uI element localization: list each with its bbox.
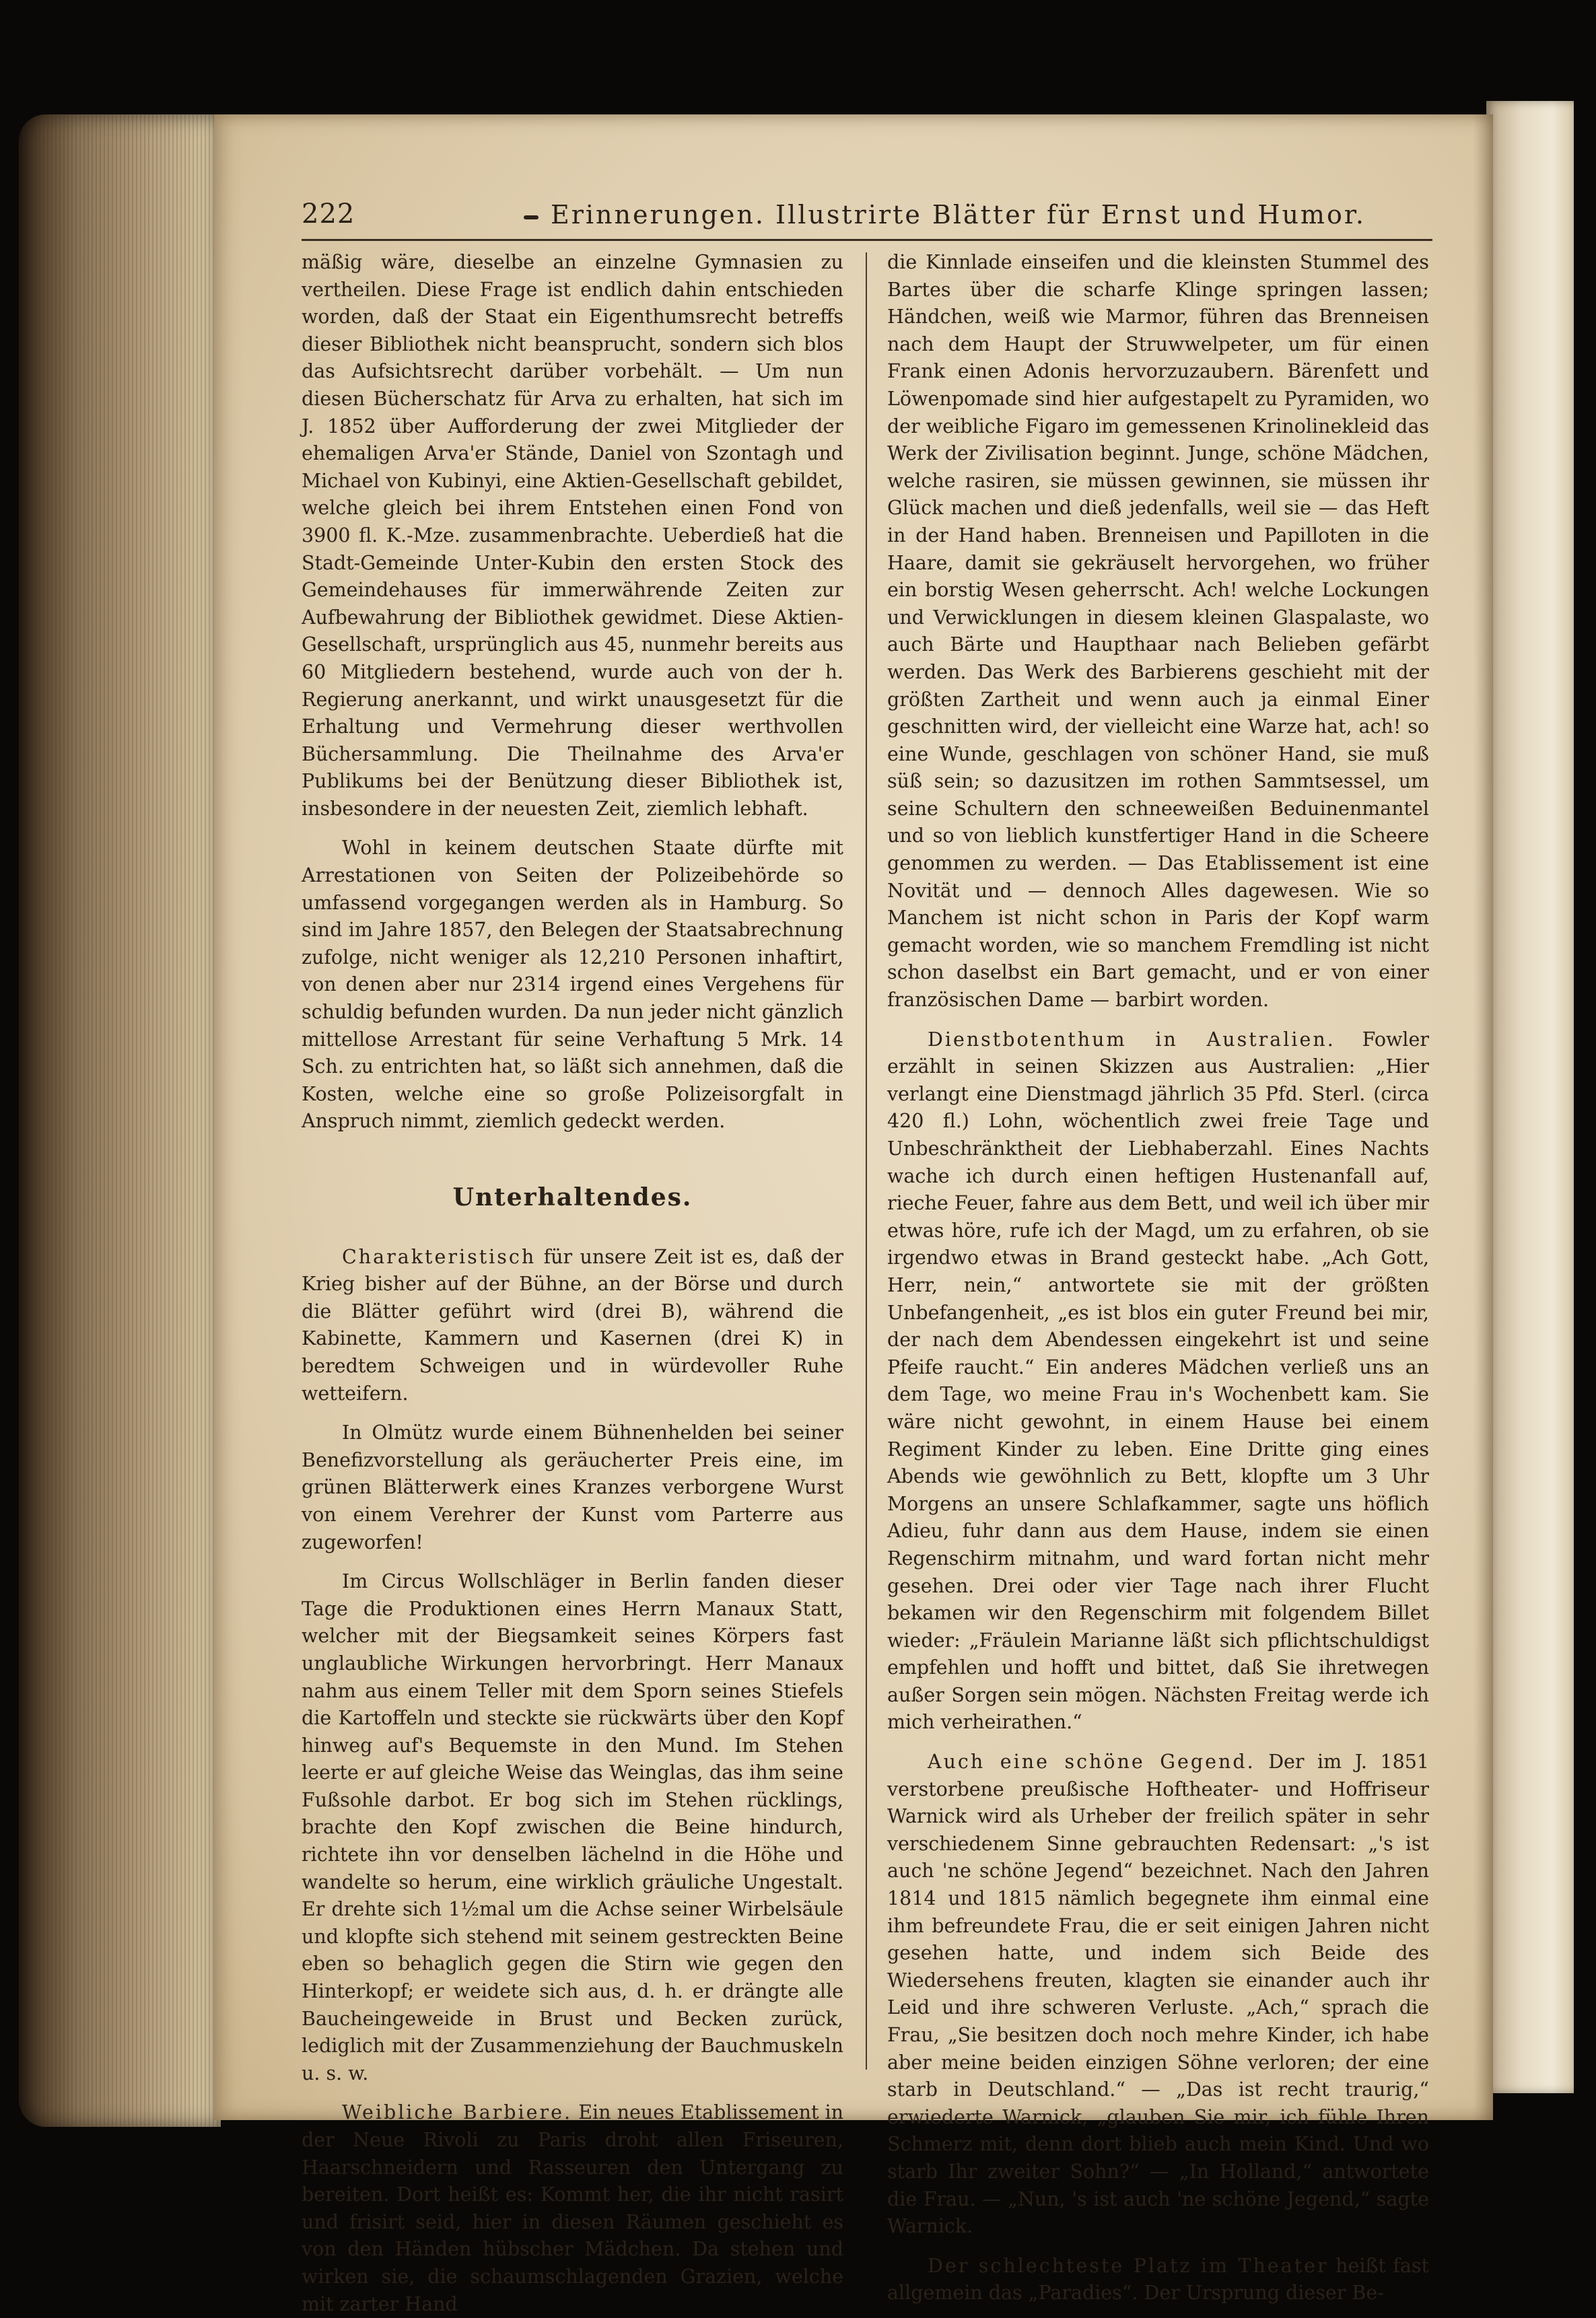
header-rule <box>302 239 1432 241</box>
paragraph-lead: Dienstbotenthum in Australien. <box>928 1028 1335 1051</box>
book-page-edges-right <box>1486 101 1574 2093</box>
paragraph-lead: Weibliche Barbiere. <box>342 2101 573 2124</box>
book-page <box>214 114 1493 2315</box>
paragraph-body: heißt fast allgemein das „Paradies“. Der Ursprung dieser Be- <box>887 2254 1429 2305</box>
running-header <box>302 192 1432 239</box>
running-title: Erinnerungen. Illustrirte Blätter für Ernst und Humor. <box>551 200 1366 230</box>
paragraph-lead: Charakteristisch <box>342 1245 536 1268</box>
header-title-wrap <box>524 200 1466 230</box>
paragraph-australia <box>887 1026 1429 1736</box>
paragraph-characteristic <box>302 1244 843 1408</box>
ornament-dash-icon <box>524 215 539 219</box>
paragraph-body: Der im J. 1851 verstorbene preußische Hoftheater- und Hoffriseur Warnick wird als Urheber der freilich später in sehr verschiedenem Sinne gebrauchten Redensart: „'s ist auch 'ne schöne Jegend“ bezeichnet. Nach den Jahren 1814 und 1815 nämlich begegnete ihm einmal eine ihm befreundete Frau, die er seit einigen Jahren nicht gesehen hatte, und indem sich Beide des Wiedersehens freuten, klagten sie einander auch ihr Leid und ihre schweren Verluste. „Ach,“ sprach die Frau, „Sie besitzen doch noch mehre Kinder, ich habe aber meine beiden einzigen Söhne verloren; der eine starb in Deutschland.“ — „Das ist recht traurig,“ erwiederte Warnick, „glauben Sie mir, ich fühle Ihren Schmerz mit, denn dort blieb auch mein Kind. Und wo starb Ihr zweiter Sohn?“ — „In Holland,“ antwortete die Frau. — „Nun, 's ist auch 'ne schöne Jegend,“ sagte Warnick. <box>887 1751 1429 2238</box>
paragraph-olmuetz: In Olmütz wurde einem Bühnenhelden bei seiner Benefizvorstellung als geräucherter Preis eine, im grünen Blätterwerk eines Kranzes verborgene Wurst von einem Verehrer der Kunst vom Parterre aus zugeworfen! <box>302 1421 843 1553</box>
paragraph-library: mäßig wäre, dieselbe an einzelne Gymnasien zu vertheilen. Diese Frage ist endlich dahin entschieden worden, daß der Staat ein Eigenthumsrecht betreffs dieser Bibliothek nicht beansprucht, sondern sich blos das Aufsichtsrecht darüber vorbehält. — Um nun diesen Bücherschatz für Arva zu erhalten, hat sich im J. 1852 über Aufforderung der zwei Mitglieder der ehemaligen Arva'er Stände, Daniel von Szontagh und Michael von Kubinyi, eine Aktien-Gesellschaft gebildet, welche gleich bei ihrem Entstehen einen Fond von 3900 fl. K.-Mze. zusammenbrachte. Ueberdieß hat die Stadt-Gemeinde Unter-Kubin den ersten Stock des Gemeindehauses für immerwährende Zeiten zur Aufbewahrung der Bibliothek gewidmet. Diese Aktien-Gesellschaft, ursprünglich aus 45, nunmehr bereits aus 60 Mitgliedern bestehend, wurde auch von der h. Regierung anerkannt, und wirkt unausgesetzt für die Erhaltung und Vermehrung dieser werthvollen Büchersammlung. Die Theilnahme des Arva'er Publikums bei der Benützung dieser Bibliothek ist, insbesondere in der neuesten Zeit, ziemlich lebhaft. <box>302 251 843 820</box>
paragraph-body: Fowler erzählt in seinen Skizzen aus Australien: „Hier verlangt eine Dienstmagd jährlich 35 Pfd. Sterl. (circa 420 fl.) Lohn, wöchentlich zwei freie Tage und Unbeschränktheit der Liebhaberzahl. Eines Nachts wache ich durch einen heftigen Hustenanfall auf, rieche Feuer, fahre aus dem Bett, und weil ich über mir etwas höre, rufe ich der Magd, um zu erfahren, ob sie irgendwo etwas in Brand gesteckt habe. „Ach Gott, Herr, nein,“ antwortete sie mit der größten Unbefangenheit, „es ist blos ein guter Freund bei mir, der nach dem Abendessen eingekehrt ist und seine Pfeife raucht.“ Ein anderes Mädchen verließ uns an dem Tage, wo meine Frau in's Wochenbett kam. Sie wäre nicht gewohnt, in einem Hause bei einem Regiment Kinder zu leben. Eine Dritte ging eines Abends wie gewöhnlich zu Bett, klopfte um 3 Uhr Morgens an unsere Schlafkammer, sagte uns höflich Adieu, fuhr dann aus dem Hause, indem sie einen Regenschirm mitnahm, und ward fortan nicht mehr gesehen. Drei oder vier Tage nach ihrer Flucht bekamen wir den Regenschirm mit folgendem Billet wieder: „Fräulein Marianne läßt sich pflichtschuldigst empfehlen und hofft und bittet, daß Sie ihretwegen außer Sorgen sein mögen. Nächsten Freitag werde ich mich verheirathen.“ <box>887 1028 1429 1734</box>
paragraph-barbers-continued: die Kinnlade einseifen und die kleinsten Stummel des Bartes über die scharfe Klinge springen lassen; Händchen, weiß wie Marmor, führen das Brenneisen nach dem Haupt der Struwwelpeter, um für einen Frank einen Adonis hervorzuzaubern. Bärenfett und Löwenpomade sind hier aufgestapelt zu Pyramiden, wo der weibliche Figaro im gemessenen Krinolinekleid das Werk der Zivilisation beginnt. Junge, schöne Mädchen, welche rasiren, sie müssen gewinnen, sie müssen ihr Glück machen und dieß jedenfalls, weil sie — das Heft in der Hand haben. Brenneisen und Papilloten in die Haare, damit sie gekräuselt hervorgehen, wo früher ein borstig Wesen geherrscht. Ach! welche Lockungen und Verwicklungen in diesem kleinen Glaspalaste, wo auch Bärte und Haupthaar nach Belieben gefärbt werden. Das Werk des Barbierens geschieht mit der größten Zartheit und wenn auch ja einmal Einer geschnitten wird, der vielleicht eine Warze hat, ach! so eine Wunde, geschlagen von schöner Hand, sie muß süß sein; so dazusitzen im rothen Sammtsessel, um seine Schultern den schneeweißen Beduinenmantel und so von lieblich kunstfertiger Hand in die Scheere genommen zu werden. — Das Etablissement ist eine Novität und — dennoch Alles dagewesen. Wie so Manchem ist nicht schon in Paris der Kopf warm gemacht worden, wie so manchem Fremdling ist nicht schon daselbst ein Bart gemacht, und er von einer französischen Dame — barbirt worden. <box>887 251 1429 1012</box>
paragraph-circus: Im Circus Wollschläger in Berlin fanden dieser Tage die Produktionen eines Herrn Manaux Statt, welcher mit der Biegsamkeit seines Körpers fast unglaubliche Wirkungen hervorbringt. Herr Manaux nahm aus einem Teller mit dem Sporn seines Stiefels die Kartoffeln und steckte sie rückwärts über den Kopf hinweg auf's Bequemste in den Mund. Im Stehen leerte er auf gleiche Weise das Weinglas, das ihm seine Fußsohle darbot. Er bog sich im Stehen rücklings, brachte den Kopf zwischen die Beine hindurch, richtete ihn vor denselben lächelnd in die Höhe und wandelte so herum, eine wirklich gräuliche Ungestalt. Er drehte sich 1½mal um die Achse seiner Wirbelsäule und klopfte sich stehend mit seinem gestreckten Beine eben so behaglich gegen die Stirn wie gegen den Hinterkopf; er weidete sich aus, d. h. er drängte alle Baucheingeweide in Brust und Becken zurück, lediglich mit der Zusammenziehung der Bauchmuskeln u. s. w. <box>302 1570 843 2084</box>
paragraph-lead: Der schlechteste Platz im Theater <box>928 2254 1329 2277</box>
paragraph-female-barbers <box>302 2099 843 2318</box>
paragraph-hamburg-arrests: Wohl in keinem deutschen Staate dürfte mit Arrestationen von Seiten der Polizeibehörde so umfassend vorgegangen werden als in Hamburg. So sind im Jahre 1857, den Belegen der Staatsabrechnung zufolge, nicht weniger als 12,210 Personen inhaftirt, von denen aber nur 2314 irgend eines Vergehens für schuldig befunden wurden. Da nun jeder nicht gänzlich mittellose Arrestant für seine Verhaftung 5 Mrk. 14 Sch. zu entrichten hat, so läßt sich annehmen, daß die Kosten, welche eine so große Polizeisorgfalt in Anspruch nimmt, ziemlich gedeckt werden. <box>302 837 843 1133</box>
paragraph-body: für unsere Zeit ist es, daß der Krieg bisher auf der Bühne, an der Börse und durch die Blätter geführt wird (drei B), während die Kabinette, Kammern und Kasernen (drei K) in beredtem Schweigen und in würdevoller Ruhe wetteifern. <box>302 1245 843 1405</box>
section-heading: Unterhaltendes. <box>452 1183 693 1211</box>
right-column <box>887 249 1429 2307</box>
book-page-edges-left <box>19 114 221 2127</box>
page-edge-shadow <box>1473 114 1493 2120</box>
page-number: 222 <box>302 199 355 230</box>
left-column <box>302 249 843 2318</box>
paragraph-schoene-gegend <box>887 1749 1429 2241</box>
column-divider <box>866 252 867 2070</box>
paragraph-theater <box>887 2253 1429 2307</box>
paragraph-lead: Auch eine schöne Gegend. <box>928 1751 1255 1773</box>
paragraph-body: Ein neues Etablissement in der Neue Rivoli zu Paris droht allen Friseuren, Haarschneidern und Rasseuren den Untergang zu bereiten. Dort heißt es: Kommt her, die ihr nicht rasirt und frisirt seid, hier in diesen Räumen geschieht es von den Händen hübscher Mädchen. Da stehen und wirken sie, die schaumschlagenden Grazien, welche mit zarter Hand <box>302 2101 844 2315</box>
